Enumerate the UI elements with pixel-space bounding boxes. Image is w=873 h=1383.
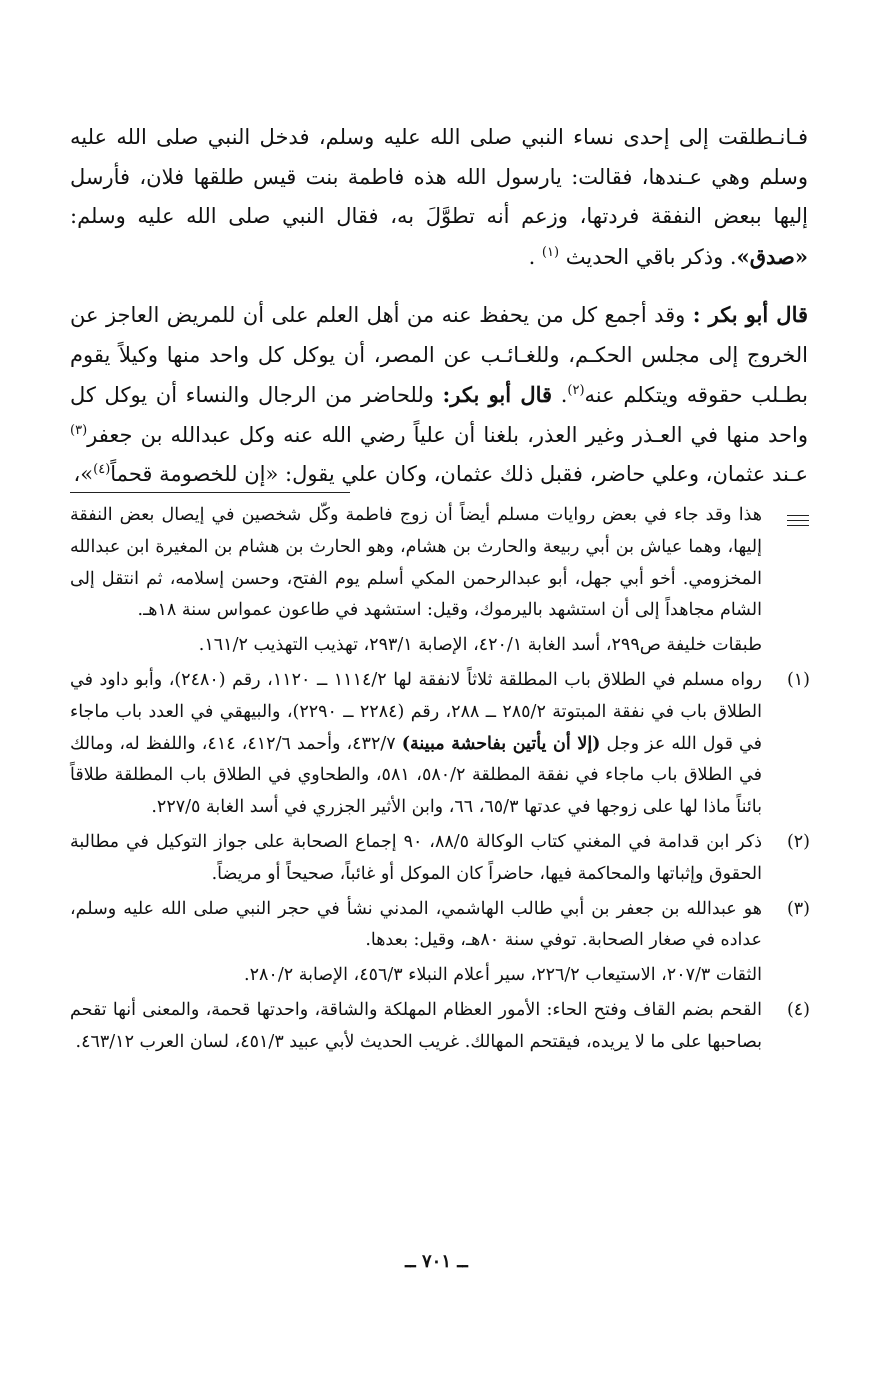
footnote-2-text: ذكر ابن قدامة في المغني كتاب الوكالة ٨٨/٥، ٩٠ إجماع الصحابة على جواز التوكيل في مطالبة الحقوق وإثباتها والمحاكمة فيها، حاضراً كان الموكل أو غائباً، صحيحاً أو مريضاً.	[70, 831, 762, 884]
p1-tail: . وذكر باقي الحديث	[565, 244, 737, 269]
footnote-ref-2: (٢)	[567, 383, 585, 398]
qala-abu-bakr-label: قال أبو بكر :	[692, 302, 809, 327]
p1-end: .	[528, 244, 542, 269]
footnote-ref-4: (٤)	[93, 462, 111, 477]
footnote-1-part-b: ٤٣٢/٧، وأحمد ٤١٢/٦، ٤١٤، واللفظ له، ومالك في الطلاق باب ماجاء في نفقة المطلقة ٥٨٠/٢، ٥٨١، والطحاوي في الطلاق باب المطلقة طلاقاً بائناً ماذا لها على زوجها في عدتها ٦٥/٣، ٦٦، وابن الأثير الجزري في أسد الغابة ٢٢٧/٥.	[70, 733, 763, 818]
footnote-3-sources-text: الثقات ٢٠٧/٣، الاستيعاب ٢٢٦/٢، سير أعلام النبلاء ٤٥٦/٣، الإصابة ٢٨٠/٢.	[244, 965, 762, 986]
page-number: ــ ٧٠١ ــ	[405, 1251, 468, 1272]
footnote-3-number: (٣)	[786, 898, 810, 919]
footnote-2-number: (٢)	[786, 831, 810, 852]
p1-text: فـانـطلقت إلى إحدى نساء النبي صلى الله عليه وسلم، فدخل النبي صلى الله عليه وسلم وهي عـندها، فقالت: يارسول الله هذه فاطمة بنت قيس طلقها فلان، فأرسل إليها ببعض النفقة فردتها، وزعم أنه تطوَّلَ به، فقال النبي صلى الله عليه وسلم:	[70, 125, 808, 228]
footnote-2	[70, 827, 810, 891]
footnote-3	[70, 894, 810, 958]
footnote-continued-sources	[70, 630, 810, 662]
footnote-1-quran-quote: (إلا أن يأتين بفاحشة مبينة)	[401, 733, 601, 754]
p2-end: »،	[73, 462, 94, 486]
footnote-1-part-a: رواه مسلم في الطلاق باب المطلقة ثلاثاً لانفقة لها ١١١٤/٢ ــ ١١٢٠، رقم (٢٤٨٠)، وأبو داود في الطلاق باب في نفقة المبتوتة ٢٨٥/٢ ــ ٢٨٨، رقم (٢٢٨٤ ــ ٢٢٩٠)، والبيهقي في العدد باب ماجاء في قول الله عز وجل	[70, 669, 762, 754]
footnote-1	[70, 665, 810, 824]
footnote-continued-text: هذا وقد جاء في بعض روايات مسلم أيضاً أن زوج فاطمة وكّل شخصين في إيصال بعض النفقة إليها، وهما عياش بن أبي ربيعة والحارث بن هشام، وهو الحارث بن هشام بن المغيرة ابن عبدالله المخزومي. أخو أبي جهل، أبو عبدالرحمن المكي أسلم يوم الفتح، وحسن إسلامه، ثم انتقل إلى الشام مجاهداً إلى أن استشهد باليرموك، وقيل: استشهد في طاعون عمواس سنة ١٨هـ.	[70, 505, 762, 621]
paragraph-1	[70, 118, 808, 277]
footnote-continued	[70, 500, 810, 627]
p1-bold-quote: «صدق»	[736, 243, 808, 269]
main-text	[70, 118, 808, 495]
footnote-separator	[70, 492, 350, 493]
paragraph-2	[70, 295, 808, 495]
p2-text-2: وللحاضر من الرجال والنساء أن يوكل كل واحد منها في العـذر وغير العذر، بلغنا أن علياً رضي الله عنه وكل عبدالله بن جعفر	[70, 383, 808, 447]
footnote-3-text: هو عبدالله بن جعفر بن أبي طالب الهاشمي، المدني نشأ في حجر النبي صلى الله عليه وسلم، عداده في صغار الصحابة. توفي سنة ٨٠هـ، وقيل: بعدها.	[70, 898, 762, 951]
footnote-ref-3: (٣)	[70, 422, 88, 438]
footnote-1-number: (١)	[786, 669, 810, 690]
p2-text: وقد أجمع كل من يحفظ عنه من أهل العلم على أن للمريض العاجز عن الخروج إلى مجلس الحكـم، وللغـائـب عن المصر، أن يوكل كل واحد منها وكيلاً يقوم بطـلب حقوقه ويتكلم عنه	[70, 303, 808, 407]
p2-sep: .	[552, 383, 568, 407]
p2-text-3: عـند عثمان، وعلي حاضر، فقبل ذلك عثمان، وكان علي يقول: «إن للخصومة قحماً	[110, 462, 808, 486]
footnote-4-text: القحم بضم القاف وفتح الحاء: الأمور العظام المهلكة والشاقة، واحدتها قحمة، والمعنى أنها تقحم بصاحبها على ما لا يريده، فيقتحم المهالك. غريب الحديث لأبي عبيد ٤٥١/٣، لسان العرب ٤٦٣/١٢.	[70, 999, 762, 1052]
footnotes	[70, 500, 810, 1059]
footnote-ref-1: (١)	[541, 244, 560, 260]
footnote-continued-sources-text: طبقات خليفة ص٢٩٩، أسد الغابة ٤٢٠/١، الإصابة ٢٩٣/١، تهذيب التهذيب ١٦١/٢.	[198, 635, 762, 656]
qala-abu-bakr-label-2: قال أبو بكر:	[442, 382, 553, 407]
footnote-1-text	[70, 665, 762, 824]
footnote-4	[70, 995, 810, 1059]
footnote-3-sources	[70, 960, 810, 992]
footnote-4-number: (٤)	[786, 999, 810, 1020]
